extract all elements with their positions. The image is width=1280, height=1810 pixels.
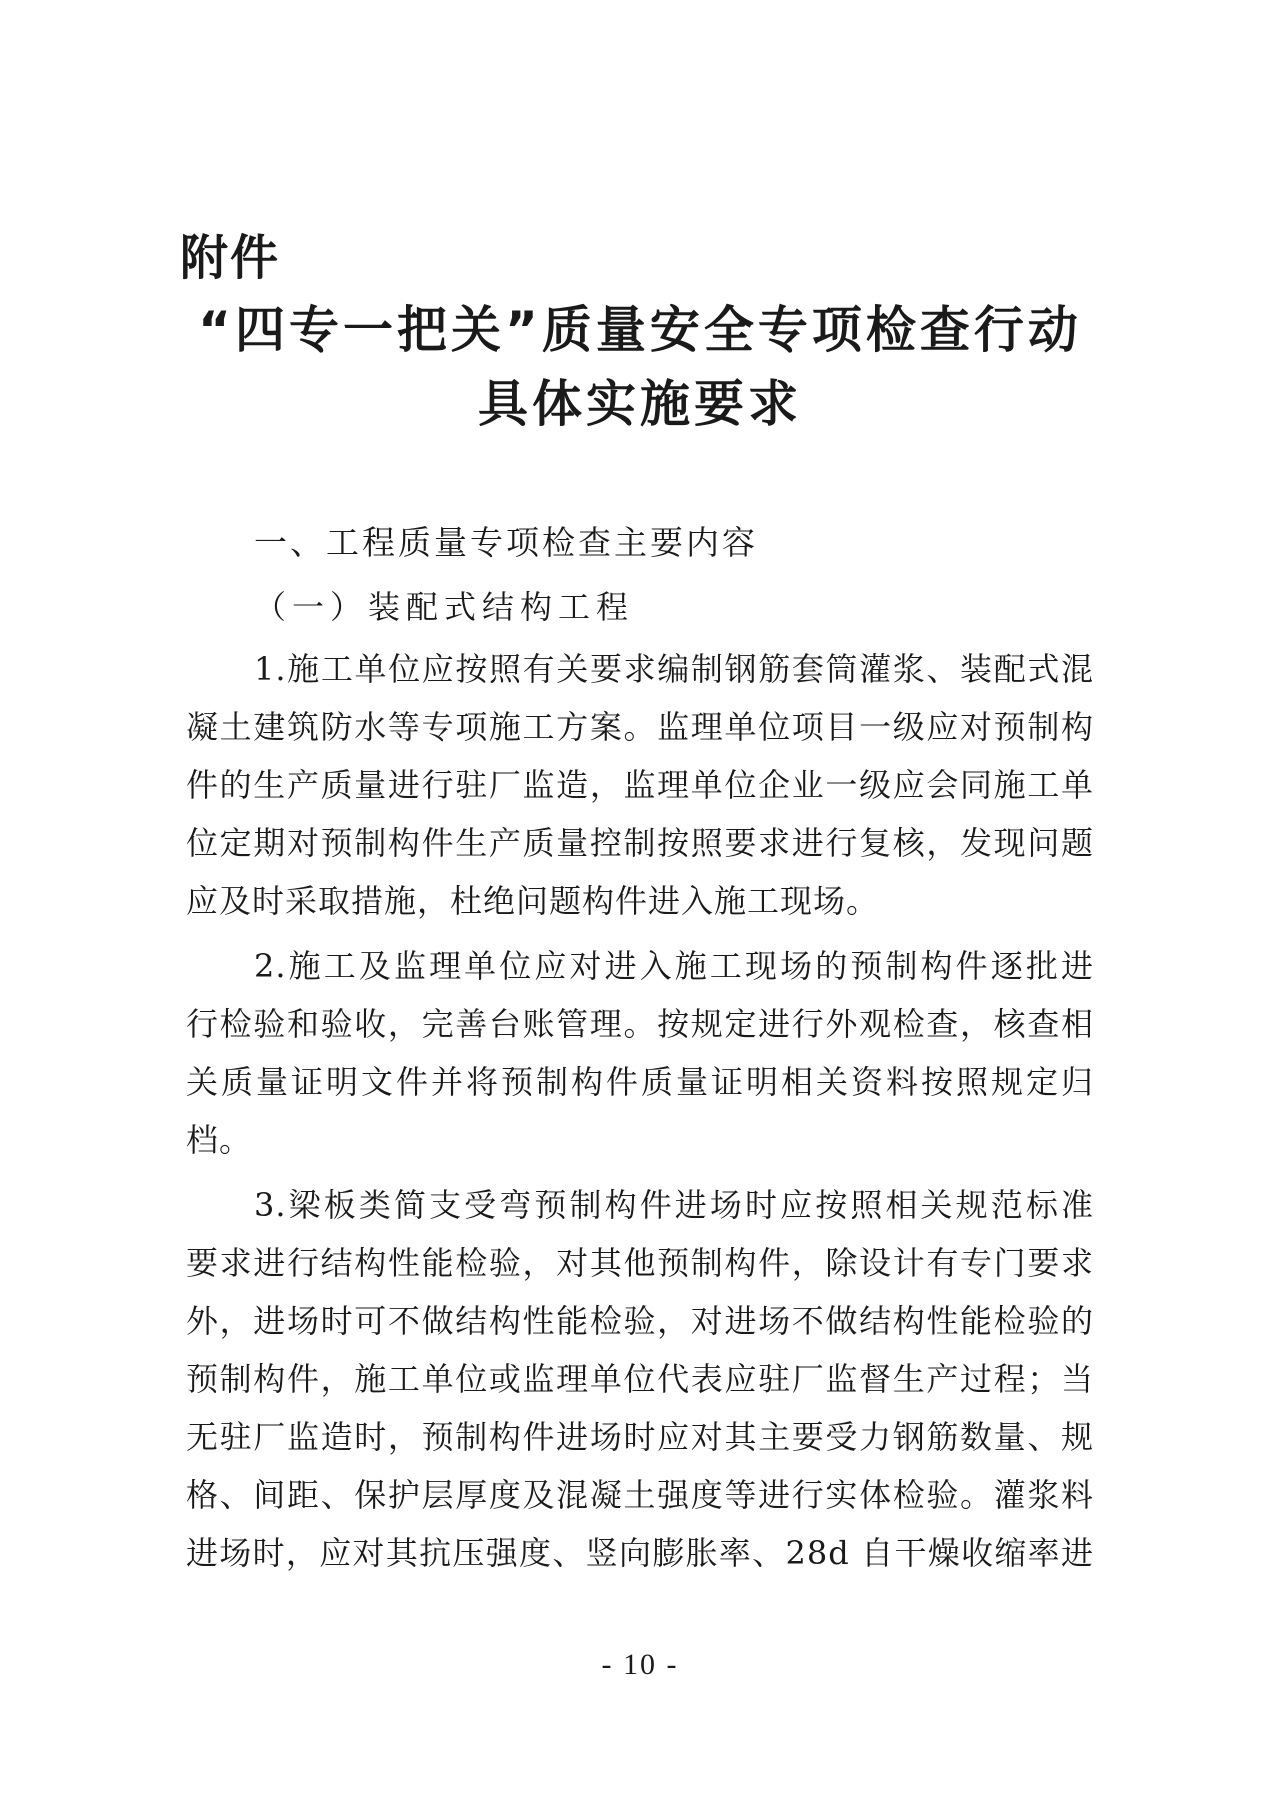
page-number: - 10 -	[601, 1648, 679, 1681]
paragraph-3-line: 外，进场时可不做结构性能检验，对进场不做结构性能检验的	[186, 1302, 1094, 1340]
paragraph-2-line: 2.施工及监理单位应对进入施工现场的预制构件逐批进	[254, 947, 1094, 985]
sub-heading-1: （一）装配式结构工程	[254, 588, 635, 626]
paragraph-1-line: 件的生产质量进行驻厂监造，监理单位企业一级应会同施工单	[186, 766, 1094, 804]
paragraph-1-line: 位定期对预制构件生产质量控制按照要求进行复核，发现问题	[186, 824, 1094, 862]
paragraph-1-line: 凝土建筑防水等专项施工方案。监理单位项目一级应对预制构	[186, 708, 1094, 746]
paragraph-2-line: 行检验和验收，完善台账管理。按规定进行外观检查，核查相	[186, 1005, 1094, 1043]
attachment-label: 附件	[180, 230, 281, 286]
paragraph-1-line: 应及时采取措施，杜绝问题构件进入施工现场。	[186, 882, 880, 920]
paragraph-3-line: 要求进行结构性能检验，对其他预制构件，除设计有专门要求	[186, 1244, 1094, 1282]
paragraph-3-line: 预制构件，施工单位或监理单位代表应驻厂监督生产过程；当	[186, 1360, 1094, 1398]
document-title-line-1: “四专一把关”质量安全专项检查行动	[198, 301, 1082, 359]
section-heading-1: 一、工程质量专项检查主要内容	[254, 523, 758, 562]
paragraph-2-line: 关质量证明文件并将预制构件质量证明相关资料按照规定归	[186, 1063, 1094, 1101]
paragraph-3-line: 无驻厂监造时，预制构件进场时应对其主要受力钢筋数量、规	[186, 1418, 1094, 1456]
document-title-line-2: 具体实施要求	[478, 375, 802, 433]
paragraph-3-line: 进场时，应对其抗压强度、竖向膨胀率、28d 自干燥收缩率进	[186, 1534, 1094, 1572]
paragraph-3-line: 格、间距、保护层厚度及混凝土强度等进行实体检验。灌浆料	[186, 1476, 1094, 1514]
paragraph-1-line: 1.施工单位应按照有关要求编制钢筋套筒灌浆、装配式混	[254, 650, 1094, 688]
paragraph-2-line: 档。	[186, 1121, 253, 1159]
paragraph-3-line: 3.梁板类简支受弯预制构件进场时应按照相关规范标准	[254, 1186, 1094, 1224]
